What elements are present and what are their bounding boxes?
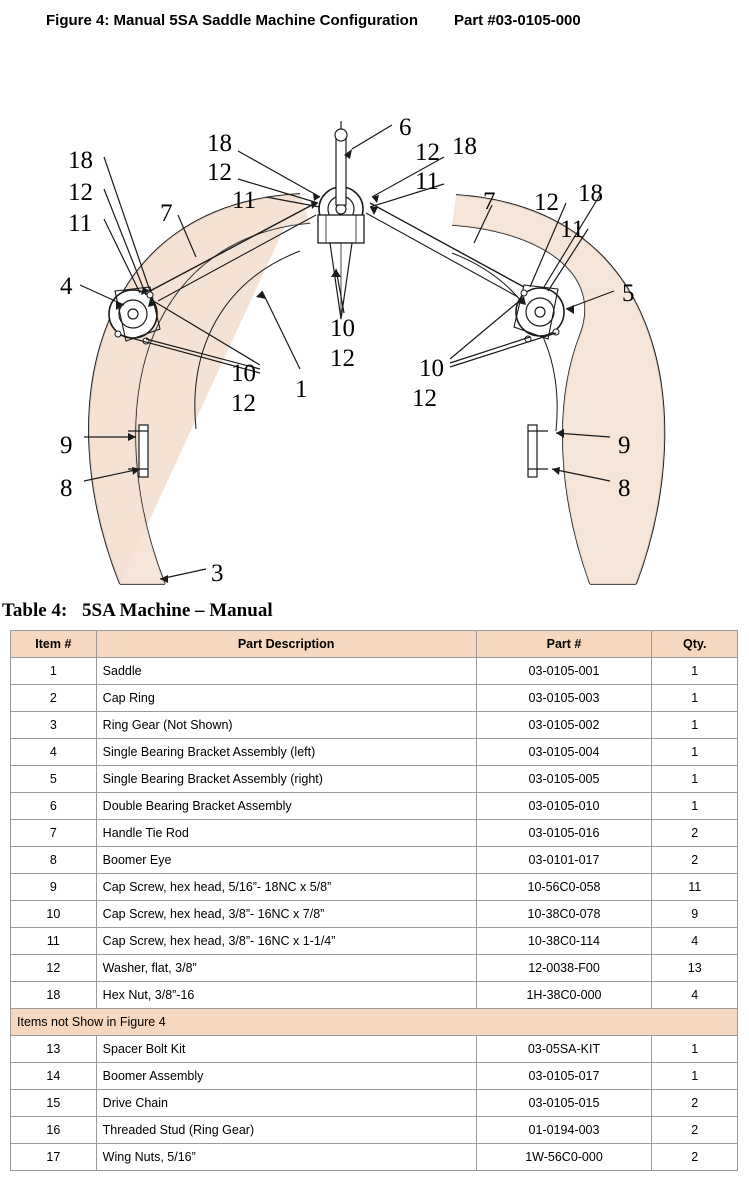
cell-qty: 1 (652, 793, 738, 820)
cell-item: 7 (11, 820, 97, 847)
cell-part: 03-0105-015 (476, 1090, 652, 1117)
table-section-row (11, 1009, 738, 1036)
callout-8-left: 8 (60, 475, 73, 502)
cell-part: 03-0101-017 (476, 847, 652, 874)
cell-part: 1W-56C0-000 (476, 1144, 652, 1171)
table-row (11, 928, 738, 955)
cell-qty: 2 (652, 1117, 738, 1144)
figure-part-number: Part #03-0105-000 (453, 12, 581, 29)
cell-item: 18 (11, 982, 97, 1009)
cell-desc: Handle Tie Rod (96, 820, 476, 847)
cell-qty: 9 (652, 901, 738, 928)
cell-desc: Cap Screw, hex head, 3/8”- 16NC x 7/8” (96, 901, 476, 928)
callout-7-left: 7 (160, 200, 173, 227)
cell-qty: 4 (652, 982, 738, 1009)
cell-qty: 1 (652, 712, 738, 739)
callout-1: 1 (295, 376, 308, 403)
cell-item: 6 (11, 793, 97, 820)
cell-item: 16 (11, 1117, 97, 1144)
cell-desc: Hex Nut, 3/8”-16 (96, 982, 476, 1009)
cell-part: 03-05SA-KIT (476, 1036, 652, 1063)
figure-header (0, 0, 749, 29)
cell-qty: 1 (652, 1036, 738, 1063)
callout-12-left: 12 (68, 179, 93, 206)
callout-11-right: 11 (560, 216, 585, 243)
table-row (11, 712, 738, 739)
cell-desc: Cap Ring (96, 685, 476, 712)
callout-4: 4 (60, 273, 73, 300)
cell-item: 5 (11, 766, 97, 793)
cell-item: 15 (11, 1090, 97, 1117)
cell-part: 01-0194-003 (476, 1117, 652, 1144)
table-row (11, 766, 738, 793)
cell-desc: Washer, flat, 3/8” (96, 955, 476, 982)
table-row (11, 1117, 738, 1144)
table-header-row (11, 631, 738, 658)
callout-10-leftfan: 10 (231, 360, 256, 387)
cell-desc: Drive Chain (96, 1090, 476, 1117)
figure-drawing (0, 29, 749, 594)
cell-part: 10-38C0-078 (476, 901, 652, 928)
callout-9-left: 9 (60, 432, 73, 459)
callout-8-right: 8 (618, 475, 631, 502)
callout-10-rightfan: 10 (419, 355, 444, 382)
cell-item: 12 (11, 955, 97, 982)
cell-part: 12-0038-F00 (476, 955, 652, 982)
cell-qty: 2 (652, 820, 738, 847)
cell-qty: 1 (652, 739, 738, 766)
cell-qty: 2 (652, 1144, 738, 1171)
cell-qty: 11 (652, 874, 738, 901)
cell-part: 03-0105-016 (476, 820, 652, 847)
cell-qty: 1 (652, 658, 738, 685)
cell-qty: 4 (652, 928, 738, 955)
callout-12-rightfan: 12 (412, 385, 437, 412)
table-caption-text: 5SA Machine – Manual (82, 600, 273, 621)
column-header-part: Part # (476, 631, 652, 658)
cell-item: 14 (11, 1063, 97, 1090)
callout-12-leftfan: 12 (231, 390, 256, 417)
cell-part: 03-0105-003 (476, 685, 652, 712)
cell-qty: 2 (652, 847, 738, 874)
cell-desc: Cap Screw, hex head, 5/16”- 18NC x 5/8” (96, 874, 476, 901)
callout-12-topright: 12 (415, 139, 440, 166)
cell-desc: Boomer Assembly (96, 1063, 476, 1090)
table-row (11, 739, 738, 766)
cell-part: 10-56C0-058 (476, 874, 652, 901)
cell-desc: Saddle (96, 658, 476, 685)
table-row (11, 901, 738, 928)
table-row (11, 1144, 738, 1171)
callout-11-left: 11 (68, 210, 93, 237)
cell-qty: 2 (652, 1090, 738, 1117)
cell-item: 17 (11, 1144, 97, 1171)
cell-part: 1H-38C0-000 (476, 982, 652, 1009)
column-header-item: Item # (11, 631, 97, 658)
cell-item: 9 (11, 874, 97, 901)
cell-qty: 1 (652, 1063, 738, 1090)
cell-qty: 1 (652, 766, 738, 793)
callout-9-right: 9 (618, 432, 631, 459)
cell-item: 10 (11, 901, 97, 928)
callout-11-topright: 11 (415, 168, 440, 195)
callout-10-center: 10 (330, 315, 355, 342)
cell-qty: 13 (652, 955, 738, 982)
table-caption (2, 600, 749, 622)
table-row (11, 874, 738, 901)
cell-part: 03-0105-004 (476, 739, 652, 766)
cell-part: 03-0105-001 (476, 658, 652, 685)
cell-part: 03-0105-010 (476, 793, 652, 820)
cell-qty: 1 (652, 685, 738, 712)
callout-3: 3 (211, 560, 224, 587)
figure-title: Figure 4: Manual 5SA Saddle Machine Configuration (46, 12, 418, 29)
cell-desc: Spacer Bolt Kit (96, 1036, 476, 1063)
callout-7-right: 7 (483, 188, 496, 215)
cell-item: 2 (11, 685, 97, 712)
cell-part: 03-0105-002 (476, 712, 652, 739)
callout-18-topright: 18 (452, 133, 477, 160)
table-row (11, 955, 738, 982)
callout-18-left: 18 (68, 147, 93, 174)
saddle-machine-illustration (0, 29, 749, 594)
table-row (11, 658, 738, 685)
table-row (11, 820, 738, 847)
cell-item: 11 (11, 928, 97, 955)
cell-desc: Single Bearing Bracket Assembly (right) (96, 766, 476, 793)
cell-desc: Threaded Stud (Ring Gear) (96, 1117, 476, 1144)
cell-item: 1 (11, 658, 97, 685)
table-row (11, 1090, 738, 1117)
cell-part: 03-0105-005 (476, 766, 652, 793)
callout-6-top: 6 (399, 114, 412, 141)
cell-desc: Double Bearing Bracket Assembly (96, 793, 476, 820)
cell-item: 3 (11, 712, 97, 739)
column-header-desc: Part Description (96, 631, 476, 658)
table-row (11, 1036, 738, 1063)
callout-18-topleft: 18 (207, 130, 232, 157)
callout-5: 5 (622, 280, 635, 307)
cell-desc: Cap Screw, hex head, 3/8”- 16NC x 1-1/4” (96, 928, 476, 955)
table-row (11, 847, 738, 874)
cell-desc: Single Bearing Bracket Assembly (left) (96, 739, 476, 766)
table-row (11, 982, 738, 1009)
cell-item: 8 (11, 847, 97, 874)
cell-item: 4 (11, 739, 97, 766)
table-row (11, 685, 738, 712)
parts-table (10, 630, 738, 1171)
callout-18-right: 18 (578, 180, 603, 207)
cell-item: 13 (11, 1036, 97, 1063)
callout-12-topleft: 12 (207, 159, 232, 186)
callout-11-topcenter: 11 (232, 187, 257, 214)
table-row (11, 793, 738, 820)
table-row (11, 1063, 738, 1090)
table-caption-label: Table 4: (2, 600, 68, 621)
column-header-qty: Qty. (652, 631, 738, 658)
cell-part: 03-0105-017 (476, 1063, 652, 1090)
cell-desc: Boomer Eye (96, 847, 476, 874)
cell-desc: Ring Gear (Not Shown) (96, 712, 476, 739)
callout-12-center: 12 (330, 345, 355, 372)
cell-desc: Wing Nuts, 5/16” (96, 1144, 476, 1171)
section-label: Items not Show in Figure 4 (11, 1009, 738, 1036)
callout-12-right: 12 (534, 189, 559, 216)
cell-part: 10-38C0-114 (476, 928, 652, 955)
